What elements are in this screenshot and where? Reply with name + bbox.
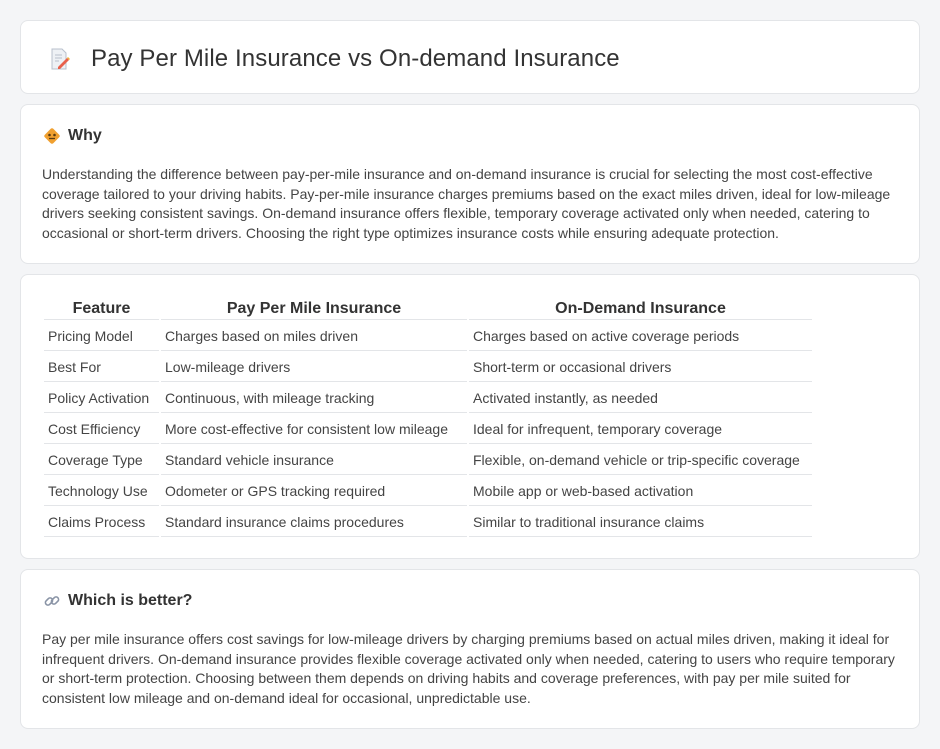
- pay-per-mile-cell: Continuous, with mileage tracking: [161, 384, 467, 413]
- better-heading: Which is better?: [68, 592, 193, 609]
- on-demand-cell: Charges based on active coverage periods: [469, 322, 812, 351]
- feature-cell: Policy Activation: [44, 384, 159, 413]
- table-row: [44, 353, 812, 382]
- diamond-warning-icon: [43, 127, 61, 145]
- title-row: [47, 45, 620, 73]
- header-on-demand: On-Demand Insurance: [469, 298, 812, 320]
- pay-per-mile-cell: More cost-effective for consistent low mileage: [161, 415, 467, 444]
- pay-per-mile-cell: Low-mileage drivers: [161, 353, 467, 382]
- on-demand-cell: Ideal for infrequent, temporary coverage: [469, 415, 812, 444]
- on-demand-cell: Mobile app or web-based activation: [469, 477, 812, 506]
- feature-cell: Best For: [44, 353, 159, 382]
- better-header: [43, 592, 192, 610]
- table-row: [44, 446, 812, 475]
- on-demand-cell: Flexible, on-demand vehicle or trip-specific coverage: [469, 446, 812, 475]
- pay-per-mile-cell: Standard insurance claims procedures: [161, 508, 467, 537]
- pay-per-mile-cell: Standard vehicle insurance: [161, 446, 467, 475]
- table-row: [44, 384, 812, 413]
- page-title: Pay Per Mile Insurance vs On-demand Insurance: [91, 45, 620, 72]
- table-header-row: [44, 298, 812, 320]
- feature-cell: Technology Use: [44, 477, 159, 506]
- which-is-better-card: [20, 569, 920, 729]
- feature-cell: Pricing Model: [44, 322, 159, 351]
- title-card: [20, 20, 920, 94]
- feature-cell: Cost Efficiency: [44, 415, 159, 444]
- why-body: Understanding the difference between pay-per-mile insurance and on-demand insurance is crucial for selecting the most cost-effective coverage tailored to your driving habits. Pay-per-mile insurance charges premiums based on the exact miles driven, ideal for low-mileage drivers seeking consistent savings. On-demand insurance offers flexible, temporary coverage activated only when needed, catering to occasional or short-term drivers. Choosing the right type optimizes insurance costs while ensuring adequate protection.: [42, 166, 891, 241]
- comparison-card: [20, 274, 920, 559]
- feature-cell: Claims Process: [44, 508, 159, 537]
- header-pay-per-mile: Pay Per Mile Insurance: [161, 298, 467, 320]
- table-row: [44, 415, 812, 444]
- better-body: Pay per mile insurance offers cost savings for low-mileage drivers by charging premiums based on actual miles driven, making it ideal for infrequent drivers. On-demand insurance provides flexible coverage activated only when needed, catering to users who require temporary or short-term protection. Choosing between them depends on driving habits and coverage preferences, with pay per mile suited for consistent low mileage and on-demand ideal for occasional, unpredictable use.: [42, 631, 895, 706]
- on-demand-cell: Similar to traditional insurance claims: [469, 508, 812, 537]
- why-heading: Why: [68, 127, 102, 144]
- feature-cell: Coverage Type: [44, 446, 159, 475]
- why-header: [43, 127, 102, 145]
- on-demand-cell: Short-term or occasional drivers: [469, 353, 812, 382]
- document-pencil-icon: [47, 47, 71, 71]
- table-row: [44, 477, 812, 506]
- table-row: [44, 508, 812, 537]
- header-feature: Feature: [44, 298, 159, 320]
- pay-per-mile-cell: Charges based on miles driven: [161, 322, 467, 351]
- comparison-table: [42, 296, 814, 539]
- table-row: [44, 322, 812, 351]
- on-demand-cell: Activated instantly, as needed: [469, 384, 812, 413]
- pay-per-mile-cell: Odometer or GPS tracking required: [161, 477, 467, 506]
- link-icon: [43, 592, 61, 610]
- why-card: [20, 104, 920, 264]
